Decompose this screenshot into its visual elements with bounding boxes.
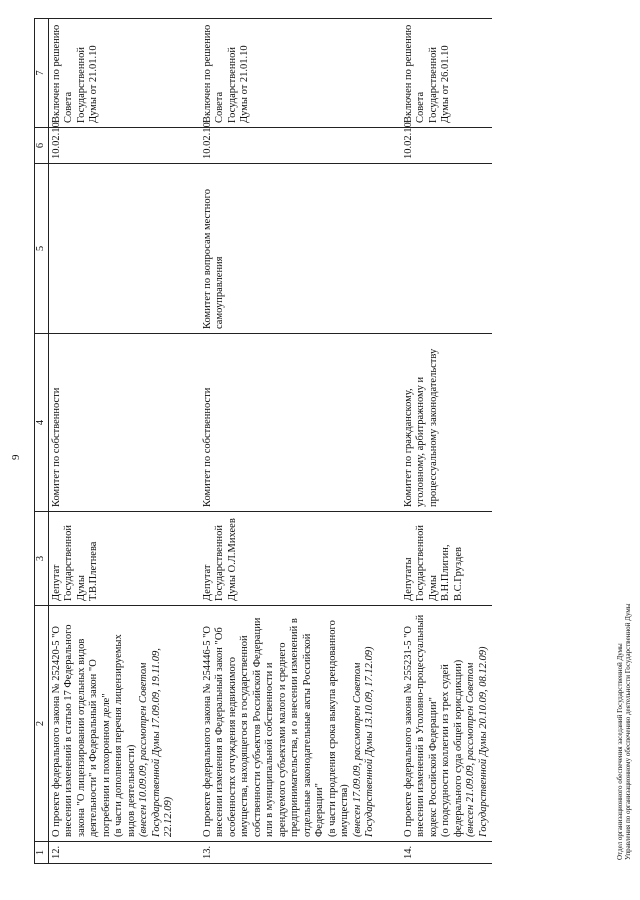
bill-subject: (о подсудности коллегии из трех судей федерального суда общей юрисдикции) [440,659,464,837]
co-committee: Комитет по вопросам местного самоуправления [200,164,379,334]
column-header: 2 [35,606,49,842]
bill-subject: (в части дополнения перечня лицензируемых видов деятельности) [113,634,137,837]
column-header: 5 [35,164,49,334]
bill-intro-info: (внесен 17.09.09, рассмотрен Советом Государственной Думы 13.10.09, 17.12.09) [351,646,375,837]
bill-description [48,606,178,842]
column-header: 3 [35,512,49,606]
column-header: 4 [35,334,49,512]
bill-title: О проекте федерального закона № 254446-5 "О внесении изменения в Федеральный закон "Об особенностях отчуждения недвижимого имущества, находящегося в государственной собственности субъектов Российской Федерации или в муниципальной собственности и арендуемого субъектами малого и среднего предпринимательства, и о внесении изменений в отдельные законодательные акты Российской Федерации" [201,617,325,837]
row-number: 12. [48,842,178,864]
table-row [200,19,379,864]
row-number: 14. [401,842,493,864]
row-spacer [178,19,200,864]
bill-description [200,606,379,842]
initiator: Депутат Государственной Думы Т.В.Плетнева [48,512,178,606]
bill-description [401,606,493,842]
initiator: Депутат Государственной Думы О.Л.Михеев [200,512,379,606]
decision: Включен по решению Совета Государственной Думы от 21.01.10 [200,19,379,128]
column-header: 7 [35,19,49,128]
responsible-committee: Комитет по собственности [200,334,379,512]
column-header: 6 [35,128,49,164]
column-header: 1 [35,842,49,864]
date: 10.02.10 [200,128,379,164]
footer-line: Управления по организационному обеспечению деятельности Государственной Думы [624,603,632,860]
decision: Включен по решению Совета Государственной Думы от 21.01.10 [48,19,178,128]
row-number: 13. [200,842,379,864]
column-header-row [35,19,49,864]
bill-title: О проекте федерального закона № 252420-5 "О внесении изменений в статью 17 Федерального закона "О лицензировании отдельных видов деятельности" и Федеральный закон "О погребении и похоронном деле" [50,624,112,837]
agenda-table [34,18,492,864]
footer-line: Отдел организационного обеспечения заседаний Государственной Думы [616,643,624,860]
bill-intro-info: (внесен 10.09.09, рассмотрен Советом Государственной Думы 17.09.09, 19.11.09, 22.12.09) [138,648,174,837]
bill-title: О проекте федерального закона № 255231-5 "О внесении изменений в Уголовно-процессуальный кодекс Российской Федерации" [402,614,439,837]
co-committee [48,164,178,334]
bill-subject: (в части продления срока выкупа арендованного имущества) [326,620,350,837]
table-row [48,19,178,864]
footer [616,604,632,860]
page-number: 9 [10,454,22,460]
initiator: Депутаты Государственной Думы В.Н.Плигин, В.С.Груздев [401,512,493,606]
row-spacer [379,19,401,864]
bill-intro-info: (внесен 21.09.09, рассмотрен Советом Государственной Думы 20.10.09, 08.12.09) [465,646,489,837]
date: 10.02.10 [48,128,178,164]
responsible-committee: Комитет по гражданскому, уголовному, арбитражному и процессуальному законодательству [401,334,493,512]
table-row [401,19,493,864]
date: 10.02.10 [401,128,493,164]
responsible-committee: Комитет по собственности [48,334,178,512]
co-committee [401,164,493,334]
decision: Включен по решению Совета Государственной Думы от 26.01.10 [401,19,493,128]
